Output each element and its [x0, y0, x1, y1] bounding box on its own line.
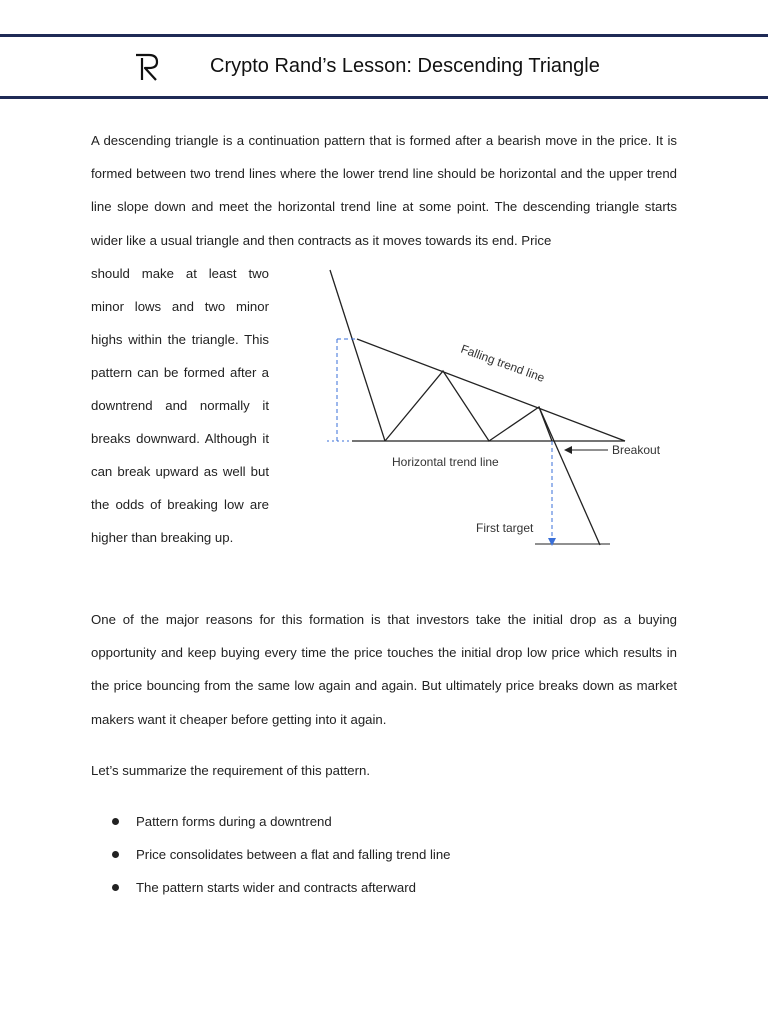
- intro-paragraph: A descending triangle is a continuation pattern that is formed after a bearish move in the price. It is formed between two trend lines where the lower trend line should be horizontal and the upper trend line slope down and meet the horizontal trend line at some point. The descending triangle starts wider like a usual triangle and then contracts as it moves towards its end. Price: [91, 133, 677, 248]
- reasons-paragraph: One of the major reasons for this formation is that investors take the initial drop as a buying opportunity and keep buying every time the price touches the initial drop low price which results in the price bouncing from the same low again and again. But ultimately price breaks down as market makers want it cheaper before getting into it again.: [91, 612, 677, 727]
- header-bottom-rule: [0, 96, 768, 99]
- bullet-icon: [112, 851, 119, 858]
- page-title: Crypto Rand’s Lesson: Descending Triangle: [210, 55, 600, 77]
- list-item-text: Pattern forms during a downtrend: [136, 814, 332, 829]
- bullet-icon: [112, 818, 119, 825]
- falling-trend-label: Falling trend line: [458, 341, 547, 385]
- header: [0, 38, 768, 96]
- target-arrowhead: [548, 538, 556, 546]
- first-target-label: First target: [476, 521, 534, 535]
- breakout-arrowhead: [564, 446, 572, 454]
- list-item-text: Price consolidates between a flat and falling trend line: [136, 847, 451, 862]
- R-logo-icon: [132, 52, 162, 82]
- downtrend-line: [330, 270, 385, 441]
- list-item-text: The pattern starts wider and contracts afterward: [136, 880, 416, 895]
- descending-triangle-diagram: [300, 260, 680, 560]
- bullet-icon: [112, 884, 119, 891]
- breakout-label: Breakout: [612, 443, 661, 457]
- top-rule: [0, 34, 768, 37]
- horizontal-trend-label: Horizontal trend line: [392, 455, 499, 469]
- summary-intro: Let’s summarize the requirement of this pattern.: [91, 763, 371, 778]
- side-paragraph: should make at least two minor lows and two minor highs within the triangle. This pattern can be formed after a downtrend and normally it breaks downward. Although it can break upward as well but the odds of breaking low are higher than breaking up.: [91, 266, 269, 545]
